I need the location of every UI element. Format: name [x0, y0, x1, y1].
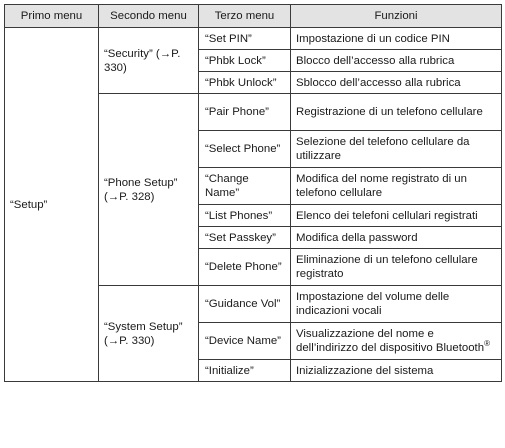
funzione-cell: Eliminazione di un telefono cellulare registrato — [291, 249, 502, 286]
registered-mark: ® — [484, 339, 490, 349]
terzo-menu-cell: “Set Passkey” — [199, 227, 291, 249]
header-funzioni: Funzioni — [291, 5, 502, 28]
header-terzo-menu: Terzo menu — [199, 5, 291, 28]
menu-table — [4, 4, 502, 382]
funzione-cell: Impostazione del volume delle indicazioni vocali — [291, 286, 502, 323]
terzo-menu-cell: “Initialize” — [199, 360, 291, 382]
terzo-menu-cell: “Set PIN” — [199, 28, 291, 50]
header-primo-menu: Primo menu — [5, 5, 99, 28]
funzione-text: Visualizzazione del nome e dell’indirizzo del dispositivo Bluetooth — [296, 328, 485, 354]
terzo-menu-cell: “Select Phone” — [199, 131, 291, 168]
terzo-menu-cell: “Pair Phone” — [199, 94, 291, 131]
secondo-menu-cell: “Phone Setup” (→P. 328) — [99, 94, 199, 286]
table-row — [5, 28, 502, 50]
header-secondo-menu: Secondo menu — [99, 5, 199, 28]
funzione-cell: Sblocco dell’accesso alla rubrica — [291, 72, 502, 94]
funzione-cell: Selezione del telefono cellulare da utilizzare — [291, 131, 502, 168]
terzo-menu-cell: “Phbk Lock” — [199, 50, 291, 72]
terzo-menu-cell: “Device Name” — [199, 323, 291, 360]
secondo-menu-cell: “Security” (→P. 330) — [99, 28, 199, 94]
menu-table-container — [4, 4, 502, 382]
funzione-cell: Elenco dei telefoni cellulari registrati — [291, 205, 502, 227]
terzo-menu-cell: “Guidance Vol” — [199, 286, 291, 323]
funzione-cell: Blocco dell’accesso alla rubrica — [291, 50, 502, 72]
funzione-cell: Modifica del nome registrato di un telefono cellulare — [291, 168, 502, 205]
funzione-cell: Registrazione di un telefono cellulare — [291, 94, 502, 131]
terzo-menu-cell: “List Phones” — [199, 205, 291, 227]
funzione-cell: Inizializzazione del sistema — [291, 360, 502, 382]
terzo-menu-cell: “Delete Phone” — [199, 249, 291, 286]
primo-menu-cell: “Setup” — [5, 28, 99, 382]
secondo-menu-cell: “System Setup” (→P. 330) — [99, 286, 199, 382]
funzione-cell: Modifica della password — [291, 227, 502, 249]
funzione-cell: Impostazione di un codice PIN — [291, 28, 502, 50]
terzo-menu-cell: “Phbk Unlock” — [199, 72, 291, 94]
header-row — [5, 5, 502, 28]
terzo-menu-cell: “Change Name” — [199, 168, 291, 205]
funzione-cell — [291, 323, 502, 360]
